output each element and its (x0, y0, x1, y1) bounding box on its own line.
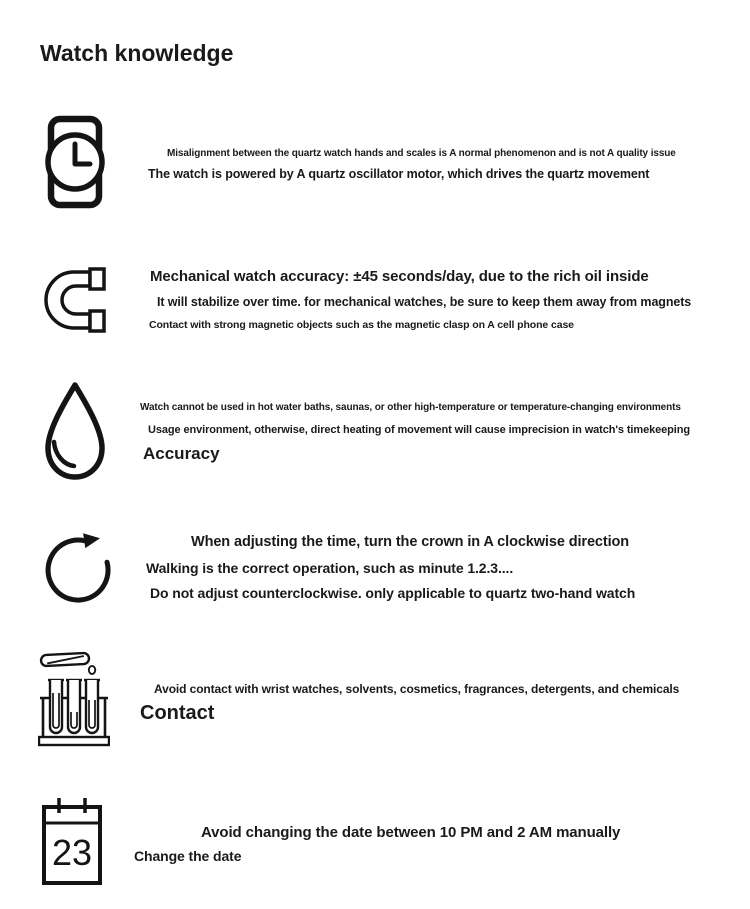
magnet-body (46, 272, 90, 328)
section-line: Usage environment, otherwise, direct heating of movement will cause imprecision in watch's timekeeping (148, 424, 690, 436)
magnet-pole-bottom (90, 311, 104, 331)
section-line: Avoid contact with wrist watches, solvents, cosmetics, fragrances, detergents, and chemicals (154, 682, 680, 696)
vertical-test-tube-2 (66, 680, 82, 733)
magnet-pole-top (90, 269, 104, 289)
calendar-icon (40, 795, 104, 887)
section-line: It will stabilize over time. for mechanical watches, be sure to keep them away from magnets (157, 295, 692, 309)
arrowhead (83, 533, 100, 548)
section-line: Mechanical watch accuracy: ±45 seconds/day, due to the rich oil inside (150, 268, 649, 285)
section-line: The watch is powered by A quartz oscillator motor, which drives the quartz movement (148, 167, 650, 181)
clockwise-arrow-icon (40, 524, 120, 610)
section-line: Walking is the correct operation, such as minute 1.2.3.... (146, 560, 514, 576)
vertical-test-tube-1 (48, 680, 64, 733)
section-line: When adjusting the time, turn the crown in A clockwise direction (191, 534, 630, 550)
water-drop-icon (40, 380, 110, 482)
section-label-contact: Contact (140, 702, 215, 724)
section-line: Contact with strong magnetic objects such as the magnetic clasp on A cell phone case (149, 319, 574, 331)
falling-drop (89, 666, 95, 674)
drop-outline (48, 385, 102, 477)
section-line: Do not adjust counterclockwise. only applicable to quartz two-hand watch (150, 585, 636, 601)
test-tubes-icon (38, 648, 110, 748)
magnet-icon (44, 266, 108, 334)
page-title: Watch knowledge (40, 40, 234, 66)
calendar-day: 23 (51, 832, 93, 873)
rotation-arc (48, 540, 108, 600)
wristwatch-icon (42, 115, 108, 209)
section-line: Misalignment between the quartz watch hands and scales is A normal phenomenon and is not A quality issue (167, 148, 676, 159)
section-label-accuracy: Accuracy (143, 444, 220, 463)
vertical-test-tube-3 (84, 680, 100, 733)
section-line: Avoid changing the date between 10 PM and 2 AM manually (201, 824, 621, 841)
section-line: Change the date (134, 848, 242, 864)
section-line: Watch cannot be used in hot water baths, saunas, or other high-temperature or temperature-changing environments (140, 402, 681, 413)
horizontal-test-tube (41, 653, 90, 666)
rack-base (39, 737, 109, 745)
